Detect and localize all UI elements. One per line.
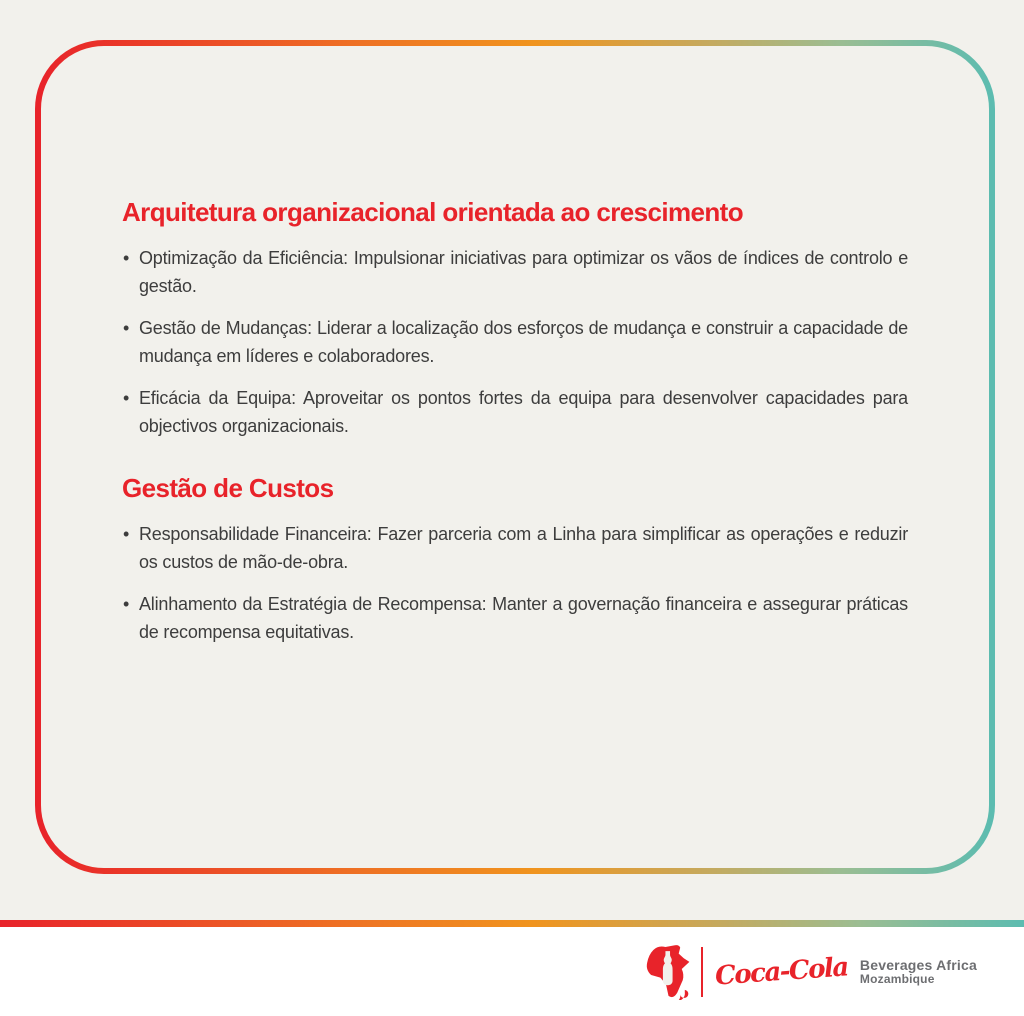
section-organizational-architecture [122, 196, 908, 440]
bullet-list [122, 520, 908, 646]
section-heading: Arquitetura organizacional orientada ao crescimento [122, 197, 744, 227]
bullet-item: • Gestão de Mudanças: Liderar a localização dos esforços de mudança e construir a capacidade de mudança em líderes e colaboradores. [122, 314, 908, 370]
bullet-item: • Alinhamento da Estratégia de Recompensa: Manter a governação financeira e assegurar práticas de recompensa equitativas. [122, 590, 908, 646]
section-cost-management [122, 472, 908, 646]
brand-region: Mozambique [859, 972, 935, 987]
footer [0, 927, 1024, 1016]
bullet-item: • Optimização da Eficiência: Impulsionar iniciativas para optimizar os vãos de índices de controlo e gestão. [122, 244, 908, 300]
section-heading: Gestão de Custos [122, 473, 334, 503]
slide-content [122, 196, 908, 660]
gradient-divider-rule [0, 920, 1024, 927]
coca-cola-logo: Coca-Cola [714, 952, 849, 992]
brand-divider-line [701, 947, 703, 997]
brand-text [860, 957, 977, 987]
bullet-list [122, 244, 908, 440]
brand-lockup [645, 941, 977, 1003]
brand-name: Beverages Africa [859, 957, 977, 974]
africa-map-icon [645, 944, 691, 1000]
bullet-item: • Responsabilidade Financeira: Fazer parceria com a Linha para simplificar as operações e reduzir os custos de mão-de-obra. [122, 520, 908, 576]
bullet-item: • Eficácia da Equipa: Aproveitar os pontos fortes da equipa para desenvolver capacidades para objectivos organizacionais. [122, 384, 908, 440]
